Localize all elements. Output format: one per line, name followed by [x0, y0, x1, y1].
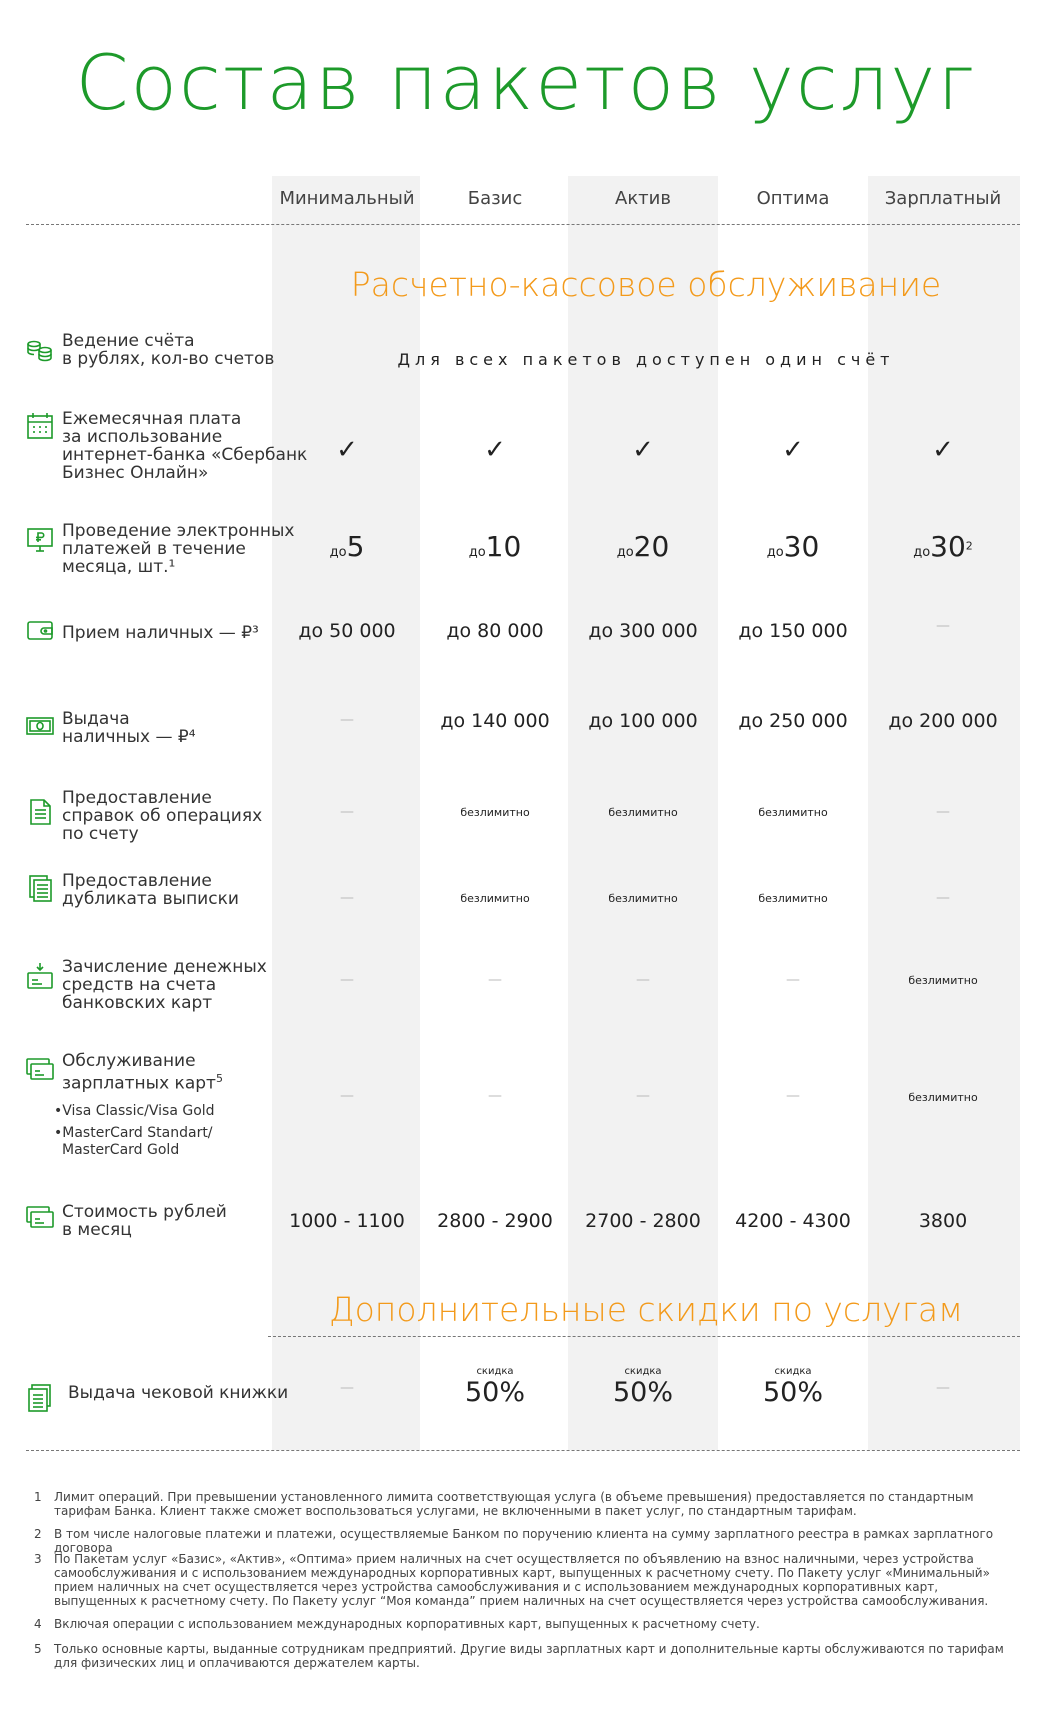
- cash-out-value: до 140 000: [440, 710, 550, 732]
- row-label-duplicate: Предоставление дубликата выписки: [62, 871, 239, 909]
- check-icon: ✓: [336, 435, 358, 465]
- duplicate-value: —: [936, 890, 950, 906]
- column-header-bazis: Базис: [467, 188, 523, 209]
- page-title: Состав пакетов услуг: [75, 38, 977, 127]
- crediting-value: —: [786, 972, 800, 988]
- row-label-monthly: Ежемесячная плата за использование интернет-банка «Сбербанк Бизнес Онлайн»: [62, 409, 308, 483]
- footnote: 3 По Пакетам услуг «Базис», «Актив», «Оптима» прием наличных на счет осуществляется по объявлению на взнос наличными, через устройства самообслуживания и с использованием международных корпоративных карт, выпущенных к расчетному счету. По Пакету услуг «Минимальный» прием наличных на счет осуществляется через устройства самообслуживания и с использованием международных корпоративных карт, выпущенных к расчетному счету. По Пакету услуг “Моя команда” прием наличных на счет осуществляется через устройства самообслуживания.: [34, 1552, 990, 1608]
- cash-out-value: —: [340, 712, 354, 728]
- footnote: 1 Лимит операций. При превышении установленного лимита соответствующая услуга (в объеме превышения) предоставляется по стандартным тарифам Банка. Клиент также сможет воспользоваться услугами, не включенными в пакет услуг, по стандартным тарифам.: [34, 1490, 974, 1518]
- crediting-value: —: [340, 972, 354, 988]
- cards-icon: [26, 1055, 54, 1083]
- cash-in-value: до 80 000: [446, 620, 544, 642]
- payments-value: до10: [468, 530, 522, 563]
- cash-in-value: до 150 000: [738, 620, 848, 642]
- cost-value: 2800 - 2900: [437, 1210, 553, 1232]
- row-label-cost: Стоимость рублей в месяц: [62, 1202, 227, 1240]
- row-label-account: Ведение счёта в рублях, кол-во счетов: [62, 331, 275, 369]
- check-icon: ✓: [932, 435, 954, 465]
- cost-value: 4200 - 4300: [735, 1210, 851, 1232]
- row-label-payments: Проведение электронных платежей в течение месяца, шт.¹: [62, 521, 295, 577]
- documents-stack-icon: [26, 874, 54, 902]
- cheque-discount: скидка 50%: [762, 1366, 823, 1408]
- cheque-value: —: [936, 1380, 950, 1396]
- references-value: —: [340, 804, 354, 820]
- salary-cards-visa: •Visa Classic/Visa Gold: [54, 1103, 215, 1119]
- check-icon: ✓: [484, 435, 506, 465]
- salary-cards-value: —: [488, 1088, 502, 1104]
- cheque-discount: скидка 50%: [464, 1366, 525, 1408]
- row-label-references: Предоставление справок об операциях по счету: [62, 788, 263, 844]
- column-header-aktiv: Актив: [615, 188, 671, 209]
- row-label-salary-cards: Обслуживание зарплатных карт$^5$: [62, 1051, 223, 1094]
- cheque-discount: скидка 50%: [612, 1366, 673, 1408]
- duplicate-value: безлимитно: [460, 892, 530, 905]
- column-header-optima: Оптима: [756, 188, 830, 209]
- duplicate-value: безлимитно: [758, 892, 828, 905]
- row-label-cash-in: Прием наличных — ₽³: [62, 623, 259, 643]
- cash-out-value: до 100 000: [588, 710, 698, 732]
- footer-divider: [26, 1450, 1020, 1451]
- cost-value: 1000 - 1100: [289, 1210, 405, 1232]
- check-icon: ✓: [632, 435, 654, 465]
- salary-cards-value: —: [636, 1088, 650, 1104]
- payments-value: $до30^2$: [913, 530, 973, 563]
- payments-value: до30: [766, 530, 820, 563]
- payments-value: до5: [329, 530, 365, 563]
- references-value: —: [936, 804, 950, 820]
- cheque-value: —: [340, 1380, 354, 1396]
- check-icon: ✓: [782, 435, 804, 465]
- card-download-icon: [26, 962, 54, 990]
- references-value: безлимитно: [608, 806, 678, 819]
- cost-value: 2700 - 2800: [585, 1210, 701, 1232]
- salary-cards-value: —: [340, 1088, 354, 1104]
- cards-money-icon: [26, 1203, 54, 1231]
- section-title-discounts: Дополнительные скидки по услугам: [328, 1290, 964, 1329]
- payments-value: до20: [616, 530, 670, 563]
- account-note: Для всех пакетов доступен один счёт: [397, 350, 895, 369]
- crediting-value: безлимитно: [908, 974, 978, 987]
- footnote: 5 Только основные карты, выданные сотрудникам предприятий. Другие виды зарплатных карт и дополнительные карты обслуживаются по тарифам для физических лиц и оплачиваются держателем карты.: [34, 1642, 1004, 1670]
- cash-in-value: до 300 000: [588, 620, 698, 642]
- cash-in-value: —: [936, 618, 950, 634]
- row-label-cheque: Выдача чековой книжки: [68, 1383, 289, 1403]
- crediting-value: —: [636, 972, 650, 988]
- cheque-book-icon: [26, 1384, 54, 1412]
- row-label-crediting: Зачисление денежных средств на счета банковских карт: [62, 957, 267, 1013]
- duplicate-value: —: [340, 890, 354, 906]
- cash-in-value: до 50 000: [298, 620, 396, 642]
- duplicate-value: безлимитно: [608, 892, 678, 905]
- document-icon: [26, 798, 54, 826]
- footnote: 4 Включая операции с использованием международных корпоративных карт, выпущенных к расчетному счету.: [34, 1617, 760, 1631]
- calendar-icon: [26, 412, 54, 440]
- references-value: безлимитно: [460, 806, 530, 819]
- salary-cards-mastercard: •MasterCard Standart/ MasterCard Gold: [54, 1125, 213, 1158]
- section-title-rko: Расчетно-кассовое обслуживание: [350, 265, 942, 304]
- header-divider: [26, 224, 1020, 225]
- footnote: 2 В том числе налоговые платежи и платежи, осуществляемые Банком по поручению клиента на сумму зарплатного реестра в рамках зарплатного договора: [34, 1527, 994, 1555]
- salary-cards-value: —: [786, 1088, 800, 1104]
- wallet-icon: [26, 616, 54, 644]
- monitor-ruble-icon: [26, 526, 54, 554]
- row-label-cash-out: Выдача наличных — ₽⁴: [62, 709, 196, 747]
- crediting-value: —: [488, 972, 502, 988]
- column-header-zarplatny: Зарплатный: [884, 188, 1002, 209]
- column-header-minimal: Минимальный: [279, 188, 415, 209]
- cost-value: 3800: [918, 1210, 968, 1232]
- cash-out-value: до 250 000: [738, 710, 848, 732]
- cash-out-value: до 200 000: [888, 710, 998, 732]
- salary-cards-value: безлимитно: [908, 1091, 978, 1104]
- coins-icon: [26, 336, 54, 364]
- section-divider: [268, 1336, 1020, 1337]
- references-value: безлимитно: [758, 806, 828, 819]
- banknote-icon: [26, 712, 54, 740]
